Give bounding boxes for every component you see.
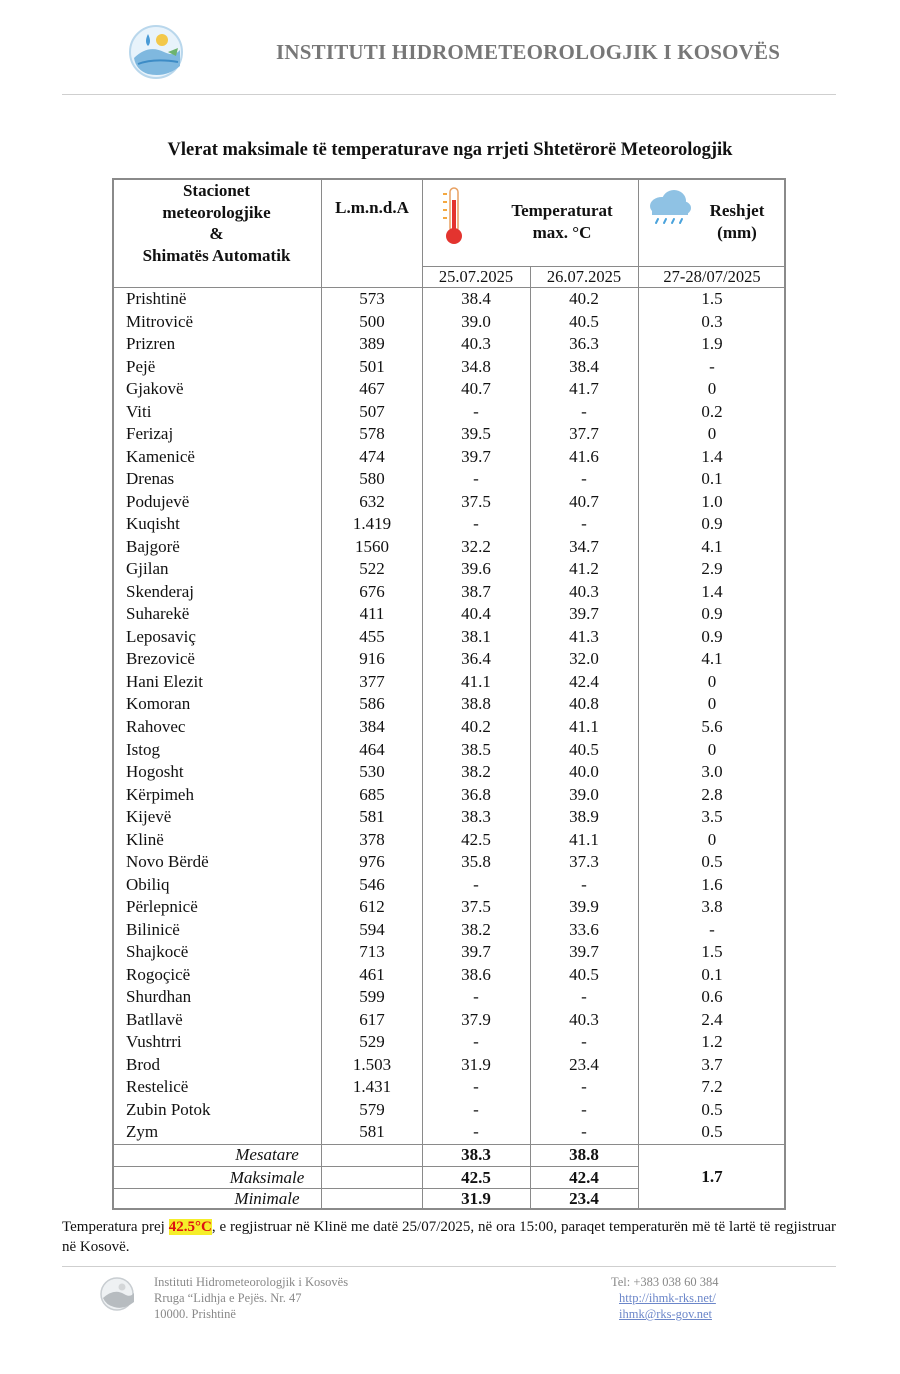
station-altitude: 578 (359, 424, 385, 444)
header-stations-line: meteorologjike (162, 202, 271, 222)
temp-26-07: 39.7 (569, 604, 599, 624)
footer-phone: Tel: +383 038 60 384 (611, 1275, 719, 1289)
station-altitude: 411 (359, 604, 385, 624)
rainfall: 3.0 (701, 762, 723, 782)
rainfall: 0 (707, 424, 717, 444)
header-rainfall-line: (mm) (717, 223, 757, 242)
temp-25-07: - (473, 1032, 479, 1052)
rainfall: 0 (707, 829, 717, 849)
rainfall: 0.2 (701, 401, 723, 421)
temp-26-07: 41.2 (569, 559, 599, 579)
temp-25-07: 40.4 (461, 604, 491, 624)
station-altitude: 461 (359, 964, 385, 984)
rainfall: 2.4 (701, 1009, 723, 1029)
temp-25-07: 38.1 (461, 626, 491, 646)
station-altitude: 507 (359, 401, 385, 421)
rainfall: 0.1 (701, 469, 723, 489)
temp-26-07: - (581, 1077, 587, 1097)
temp-26-07: 39.9 (569, 897, 599, 917)
station-altitude: 617 (359, 1009, 385, 1029)
rainfall: 1.4 (701, 581, 723, 601)
station-name: Klinë (126, 829, 164, 849)
station-altitude: 389 (359, 334, 385, 354)
station-name: Përlepnicë (126, 897, 198, 917)
temp-25-07: 38.2 (461, 762, 491, 782)
temp-25-07: 36.8 (461, 784, 491, 804)
temp-25-07: 40.3 (461, 334, 491, 354)
temp-25-07: - (473, 469, 479, 489)
temp-26-07: 33.6 (569, 919, 599, 939)
station-name: Zym (126, 1122, 159, 1142)
temp-25-07: 40.2 (461, 717, 491, 736)
temp-25-07: 39.7 (461, 446, 491, 466)
header-rainfall-line: Reshjet (709, 201, 765, 220)
rainfall: 1.6 (701, 874, 723, 894)
note-text-before: Temperatura prej (62, 1219, 169, 1235)
table-row (112, 648, 786, 670)
station-altitude: 500 (359, 311, 385, 331)
temp-26-07: 37.7 (569, 424, 599, 444)
temp-26-07: 36.3 (569, 334, 599, 354)
rainfall: 0.9 (701, 604, 723, 624)
station-name: Skenderaj (126, 581, 194, 601)
footer-address (154, 1274, 348, 1322)
table-row (112, 536, 786, 558)
station-name: Ferizaj (126, 424, 174, 444)
station-altitude: 529 (359, 1032, 385, 1052)
station-altitude: 586 (359, 694, 385, 714)
rainfall: 2.9 (701, 559, 723, 579)
station-name: Rogoçicë (126, 964, 191, 984)
station-altitude: 384 (359, 717, 385, 736)
temp-26-07: - (581, 987, 587, 1007)
table-row (112, 784, 786, 806)
rainfall: 0.5 (701, 1099, 723, 1119)
temp-25-07: 41.1 (461, 671, 491, 691)
station-name: Bilinicë (126, 919, 180, 939)
table-row (112, 333, 786, 355)
table-row (112, 829, 786, 851)
summary-average-label: Mesatare (235, 1145, 299, 1164)
rainfall: 1.0 (701, 491, 723, 511)
rainfall: - (709, 919, 715, 939)
table-row (112, 671, 786, 693)
temp-26-07: 41.1 (569, 717, 599, 736)
temp-26-07: 40.3 (569, 1009, 599, 1029)
footer-address-line: 10000. Prishtinë (154, 1307, 236, 1321)
temp-25-07: 31.9 (461, 1054, 491, 1074)
rainfall: 0 (707, 694, 717, 714)
header-temperature-line: max. °C (532, 223, 592, 242)
station-altitude: 612 (359, 897, 385, 917)
temp-25-07: - (473, 987, 479, 1007)
station-name: Rahovec (126, 717, 186, 736)
temp-25-07: 35.8 (461, 852, 491, 872)
rainfall: 1.5 (701, 942, 723, 962)
temp-26-07: - (581, 469, 587, 489)
footer-contact (611, 1274, 719, 1322)
temp-26-07: 41.6 (569, 446, 599, 466)
header-rainfall (692, 200, 782, 244)
station-altitude: 579 (359, 1099, 385, 1119)
station-altitude: 474 (359, 446, 385, 466)
header-temperature (492, 200, 632, 244)
document-title: Vlerat maksimale të temperaturave nga rrjeti Shtetërorë Meteorologjik (167, 140, 733, 160)
temp-26-07: 40.3 (569, 581, 599, 601)
rainfall: 1.5 (701, 289, 723, 308)
rainfall: 3.7 (701, 1054, 723, 1074)
table-row (112, 739, 786, 761)
footer-website-link[interactable]: http://ihmk-rks.net/ (619, 1291, 716, 1305)
rainfall: 3.5 (701, 807, 723, 827)
temp-25-07: 38.6 (461, 964, 491, 984)
temp-26-07: 34.7 (569, 536, 599, 556)
row-divider (112, 1166, 638, 1167)
station-altitude: 530 (359, 762, 385, 782)
rainfall: 0.5 (701, 1122, 723, 1142)
station-altitude: 581 (359, 807, 385, 827)
summary-max-t2: 42.4 (569, 1168, 599, 1187)
rainfall: 5.6 (701, 717, 723, 736)
footer-address-line: Rruga “Lidhja e Pejës. Nr. 47 (154, 1291, 302, 1305)
station-altitude: 1.431 (352, 1077, 392, 1097)
station-altitude: 378 (359, 829, 385, 849)
temp-26-07: 37.3 (569, 852, 599, 872)
temp-25-07: 38.3 (461, 807, 491, 827)
summary-average-t2: 38.8 (569, 1145, 599, 1164)
temp-26-07: 32.0 (569, 649, 599, 669)
table-row (112, 1099, 786, 1121)
rainfall: 4.1 (701, 649, 723, 669)
station-altitude: 501 (359, 356, 385, 376)
table-row (112, 603, 786, 625)
temp-26-07: 38.9 (569, 807, 599, 827)
temp-25-07: 38.7 (461, 581, 491, 601)
rainfall: 0.3 (701, 311, 723, 331)
rainfall: 1.2 (701, 1032, 723, 1052)
station-name: Shajkocë (126, 942, 189, 962)
station-name: Drenas (126, 469, 175, 489)
temp-25-07: - (473, 1077, 479, 1097)
station-name: Hogosht (126, 762, 184, 782)
station-name: Viti (126, 401, 152, 421)
footer-address-line: Instituti Hidrometeorologjik i Kosovës (154, 1275, 349, 1289)
footer-logo (96, 1276, 138, 1312)
station-altitude: 632 (359, 491, 385, 511)
temp-25-07: 38.8 (461, 694, 491, 714)
temp-25-07: 38.4 (461, 289, 491, 308)
rainfall: 0 (707, 671, 717, 691)
table-row (112, 468, 786, 490)
temp-26-07: - (581, 514, 587, 534)
rainfall: 0.6 (701, 987, 723, 1007)
table-row (112, 423, 786, 445)
table-row (112, 356, 786, 378)
temp-25-07: - (473, 1122, 479, 1142)
rainfall: 2.8 (701, 784, 723, 804)
station-name: Suharekë (126, 604, 190, 624)
table-row (112, 1054, 786, 1076)
station-name: Brod (126, 1054, 160, 1074)
table-row (112, 806, 786, 828)
footer-email-link[interactable]: ihmk@rks-gov.net (619, 1307, 712, 1321)
temp-26-07: 41.7 (569, 379, 599, 399)
station-altitude: 581 (359, 1122, 385, 1142)
temp-26-07: 40.2 (569, 289, 599, 308)
table-row (112, 761, 786, 783)
footer-divider (62, 1266, 836, 1267)
station-name: Gjilan (126, 559, 169, 579)
temp-26-07: 41.1 (569, 829, 599, 849)
station-altitude: 455 (359, 626, 385, 646)
station-name: Kijevë (126, 807, 172, 827)
header-date-2: 26.07.2025 (546, 267, 622, 286)
header-date-1: 25.07.2025 (438, 267, 514, 286)
temp-25-07: - (473, 401, 479, 421)
temp-26-07: 40.7 (569, 491, 599, 511)
summary-min-t1: 31.9 (461, 1189, 491, 1208)
table-row (112, 581, 786, 603)
temp-25-07: 37.9 (461, 1009, 491, 1029)
station-name: Batllavë (126, 1009, 183, 1029)
rainfall: 0 (707, 379, 717, 399)
station-altitude: 522 (359, 559, 385, 579)
station-name: Hani Elezit (126, 671, 203, 691)
station-altitude: 467 (359, 379, 385, 399)
table-row (112, 378, 786, 400)
header-stations-line: Stacionet (182, 181, 251, 200)
rainfall: 0.1 (701, 964, 723, 984)
station-name: Bajgorë (126, 536, 180, 556)
table-row (112, 716, 786, 738)
table-row (112, 1031, 786, 1053)
station-altitude: 594 (359, 919, 385, 939)
temp-26-07: - (581, 874, 587, 894)
temp-26-07: 40.8 (569, 694, 599, 714)
rainfall: - (709, 356, 715, 376)
table-row (112, 1076, 786, 1098)
header-altitude: L.m.n.d.A (335, 198, 409, 217)
table-row (112, 941, 786, 963)
station-altitude: 464 (359, 739, 385, 759)
thermometer-icon (441, 186, 467, 246)
temp-26-07: - (581, 1122, 587, 1142)
station-name: Kamenicë (126, 446, 195, 466)
rainfall: 1.9 (701, 334, 723, 354)
temp-26-07: 42.4 (569, 671, 599, 691)
station-altitude: 1.503 (352, 1054, 392, 1074)
station-name: Prizren (126, 334, 176, 354)
temp-25-07: 38.5 (461, 739, 491, 759)
temp-26-07: - (581, 401, 587, 421)
table-row (112, 896, 786, 918)
temp-25-07: - (473, 874, 479, 894)
station-altitude: 377 (359, 671, 385, 691)
temp-25-07: 39.7 (461, 942, 491, 962)
institute-name: INSTITUTI HIDROMETEOROLOGJIK I KOSOVËS (276, 40, 781, 64)
temp-26-07: 41.3 (569, 626, 599, 646)
station-name: Zubin Potok (126, 1099, 211, 1119)
table-row (112, 446, 786, 468)
temp-25-07: - (473, 1099, 479, 1119)
station-altitude: 1560 (355, 536, 389, 556)
temp-26-07: 39.7 (569, 942, 599, 962)
station-altitude: 580 (359, 469, 385, 489)
temp-26-07: 39.0 (569, 784, 599, 804)
station-name: Brezovicë (126, 649, 195, 669)
header-stations-line: & (209, 224, 224, 243)
header-divider (62, 94, 836, 95)
station-name: Vushtrri (126, 1032, 182, 1052)
rainfall: 4.1 (701, 536, 723, 556)
temp-26-07: 23.4 (569, 1054, 599, 1074)
rainfall: 3.8 (701, 897, 723, 917)
temperature-table (112, 178, 786, 1210)
summary-average-t1: 38.3 (461, 1145, 491, 1164)
station-altitude: 573 (359, 289, 385, 308)
header-date-rain: 27-28/07/2025 (663, 267, 761, 286)
summary-max-t1: 42.5 (461, 1168, 491, 1187)
station-altitude: 916 (359, 649, 385, 669)
rainfall: 1.4 (701, 446, 723, 466)
station-name: Mitrovicë (126, 311, 194, 331)
table-row (112, 851, 786, 873)
temp-25-07: 39.5 (461, 424, 491, 444)
station-name: Leposaviç (126, 626, 196, 646)
station-name: Pejë (126, 356, 156, 376)
temp-25-07: - (473, 514, 479, 534)
station-name: Podujevë (126, 491, 190, 511)
temp-25-07: 39.0 (461, 311, 491, 331)
temp-26-07: 40.0 (569, 762, 599, 782)
rainfall: 0.5 (701, 852, 723, 872)
summary-min-t2: 23.4 (569, 1189, 599, 1208)
temp-25-07: 40.7 (461, 379, 491, 399)
station-altitude: 713 (359, 942, 385, 962)
table-row (112, 491, 786, 513)
station-altitude: 976 (359, 852, 385, 872)
station-altitude: 676 (359, 581, 385, 601)
table-row (112, 626, 786, 648)
temp-26-07: 38.4 (569, 356, 599, 376)
temp-25-07: 37.5 (461, 897, 491, 917)
table-row (112, 1121, 786, 1143)
table-row (112, 964, 786, 986)
institute-logo (118, 22, 190, 84)
station-name: Istog (126, 739, 160, 759)
temp-25-07: 42.5 (461, 829, 491, 849)
header-stations (112, 180, 321, 266)
header-stations-line: Shimatës Automatik (142, 245, 291, 265)
table-row (112, 1009, 786, 1031)
station-altitude: 599 (359, 987, 385, 1007)
table-row (112, 919, 786, 941)
rainfall: 0.9 (701, 626, 723, 646)
note-text-after: , e regjistruar në Klinë me datë 25/07/2025, në ora 15:00, paraqet temperaturën më të lartë të regjistruar në Kosovë. (62, 1219, 836, 1255)
rainfall: 7.2 (701, 1077, 723, 1097)
station-altitude: 546 (359, 874, 385, 894)
table-row (112, 401, 786, 423)
summary-rain-average: 1.7 (701, 1167, 723, 1186)
station-name: Novo Bërdë (126, 852, 209, 872)
station-name: Prishtinë (126, 289, 187, 308)
temp-26-07: - (581, 1032, 587, 1052)
temp-25-07: 32.2 (461, 536, 491, 556)
rain-cloud-icon (646, 188, 692, 228)
table-row (112, 311, 786, 333)
station-altitude: 685 (359, 784, 385, 804)
temp-26-07: 40.5 (569, 739, 599, 759)
table-row (112, 693, 786, 715)
temp-25-07: 36.4 (461, 649, 491, 669)
table-row (112, 558, 786, 580)
station-name: Kuqisht (126, 514, 180, 534)
station-name: Kërpimeh (126, 784, 194, 804)
temp-26-07: 40.5 (569, 311, 599, 331)
header-temperature-line: Temperaturat (511, 201, 613, 220)
station-altitude: 1.419 (352, 514, 392, 534)
station-name: Gjakovë (126, 379, 184, 399)
temp-25-07: 37.5 (461, 491, 491, 511)
station-name: Obiliq (126, 874, 170, 894)
station-name: Komoran (126, 694, 191, 714)
station-name: Restelicë (126, 1077, 189, 1097)
summary-min-label: Minimale (234, 1189, 300, 1208)
station-name: Shurdhan (126, 987, 192, 1007)
record-note (62, 1217, 836, 1257)
table-row (112, 986, 786, 1008)
temp-26-07: - (581, 1099, 587, 1119)
temp-25-07: 39.6 (461, 559, 491, 579)
note-highlight-temperature: 42.5°C (168, 1219, 212, 1235)
table-row (112, 874, 786, 896)
summary-max-label: Maksimale (229, 1168, 305, 1187)
temp-25-07: 38.2 (461, 919, 491, 939)
temp-26-07: 40.5 (569, 964, 599, 984)
table-row (112, 288, 786, 310)
rainfall: 0.9 (701, 514, 723, 534)
temp-25-07: 34.8 (461, 356, 491, 376)
table-row (112, 513, 786, 535)
rainfall: 0 (707, 739, 717, 759)
